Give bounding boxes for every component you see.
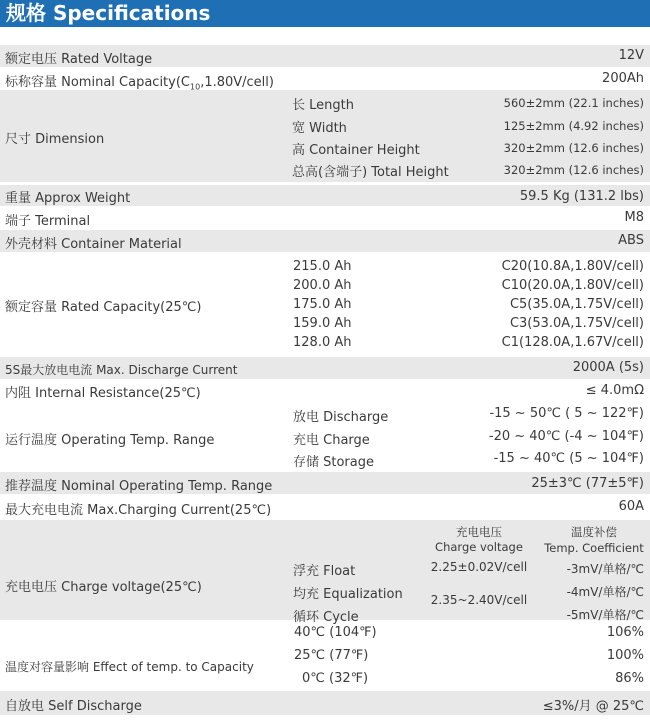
rc-cond-5: C1(128.0A,1.67V/cell) <box>501 335 644 350</box>
terminal-label: 端子 Terminal <box>5 214 91 229</box>
rated-voltage-value: 12V <box>618 48 644 63</box>
equalization-label: 均充 Equalization <box>293 587 403 602</box>
width-label: 宽 Width <box>292 121 347 136</box>
rc-cond-2: C10(20.0A,1.80V/cell) <box>501 278 644 293</box>
length-value: 560±2mm (22.1 inches) <box>503 96 644 110</box>
charge-label: 充电 Charge <box>293 433 370 448</box>
temp-effect-temp-3: 0℃ (32℉) <box>302 671 369 686</box>
temp-effect-value-2: 100% <box>606 648 644 663</box>
container-material-value: ABS <box>618 233 644 248</box>
container-material-label: 外壳材料 Container Material <box>5 237 182 252</box>
eq-cycle-voltage: 2.35~2.40V/cell <box>430 593 528 607</box>
storage-value: -15 ~ 40℃ (5 ~ 104℉) <box>493 451 644 466</box>
nominal-operating-temp-label: 推荐温度 Nominal Operating Temp. Range <box>5 479 273 494</box>
max-charging-value: 60A <box>618 499 644 514</box>
float-label: 浮充 Float <box>293 564 356 579</box>
head-voltage-en: Charge voltage <box>435 540 523 554</box>
length-label: 长 Length <box>292 98 354 113</box>
internal-resistance-value: ≤ 4.0mΩ <box>585 383 644 398</box>
rc-cond-1: C20(10.8A,1.80V/cell) <box>501 259 644 274</box>
rc-value-5: 128.0 Ah <box>293 335 352 350</box>
rc-value-4: 159.0 Ah <box>293 316 352 331</box>
float-coef: -3mV/单格/℃ <box>566 562 644 576</box>
rc-value-3: 175.0 Ah <box>293 297 352 312</box>
rc-value-2: 200.0 Ah <box>293 278 352 293</box>
self-discharge-value: ≤3%/月 @ 25℃ <box>542 699 644 714</box>
storage-label: 存储 Storage <box>293 455 374 470</box>
rated-voltage-label: 额定电压 Rated Voltage <box>5 52 153 67</box>
temp-effect-temp-2: 25℃ (77℉) <box>294 648 369 663</box>
max-discharge-value: 2000A (5s) <box>572 360 644 375</box>
self-discharge-label: 自放电 Self Discharge <box>5 699 142 714</box>
operating-temp-label: 运行温度 Operating Temp. Range <box>5 433 215 448</box>
container-height-label: 高 Container Height <box>292 143 420 158</box>
dimension-label: 尺寸 Dimension <box>5 132 105 147</box>
temp-effect-label: 温度对容量影响 Effect of temp. to Capacity <box>5 660 254 674</box>
internal-resistance-label: 内阻 Internal Resistance(25℃) <box>5 386 201 401</box>
nominal-capacity-label: 标称容量 Nominal $Capacity(C_{10},1.80V/cell)$ <box>5 75 274 92</box>
terminal-value: M8 <box>624 210 644 225</box>
rc-value-1: 215.0 Ah <box>293 259 352 274</box>
nominal-operating-temp-value: 25±3℃ (77±5℉) <box>531 476 644 491</box>
head-coef-cn: 温度补偿 <box>571 525 617 539</box>
head-voltage-cn: 充电电压 <box>456 525 502 539</box>
temp-effect-value-1: 106% <box>606 625 644 640</box>
charge-voltage-label: 充电电压 Charge voltage(25℃) <box>5 580 202 595</box>
discharge-value: -15 ~ 50℃ ( 5 ~ 122℉) <box>489 406 644 421</box>
temp-effect-temp-1: 40℃ (104℉) <box>294 625 377 640</box>
total-height-value: 320±2mm (12.6 inches) <box>503 163 644 177</box>
equalization-coef: -4mV/单格/℃ <box>566 585 644 599</box>
rc-cond-3: C5(35.0A,1.75V/cell) <box>509 297 644 312</box>
page-title: 规格 Specifications <box>0 0 650 27</box>
rc-cond-4: C3(53.0A,1.75V/cell) <box>509 316 644 331</box>
rated-capacity-label: 额定容量 Rated Capacity(25℃) <box>5 300 202 315</box>
head-coef-en: Temp. Coefficient <box>544 541 644 555</box>
cycle-label: 循环 Cycle <box>293 610 359 625</box>
max-discharge-label: 5S最大放电电流 Max. Discharge Current <box>5 363 238 377</box>
charge-value: -20 ~ 40℃ (-4 ~ 104℉) <box>488 429 644 444</box>
cycle-coef: -5mV/单格/℃ <box>566 608 644 622</box>
temp-effect-value-3: 86% <box>615 671 644 686</box>
weight-label: 重量 Approx Weight <box>5 191 131 206</box>
total-height-label: 总高(含端子) Total Height <box>292 165 449 180</box>
float-voltage: 2.25±0.02V/cell <box>430 560 528 574</box>
discharge-label: 放电 Discharge <box>293 410 389 425</box>
max-charging-label: 最大充电电流 Max.Charging Current(25℃) <box>5 503 272 518</box>
width-value: 125±2mm (4.92 inches) <box>503 119 644 133</box>
nominal-capacity-value: 200Ah <box>602 71 644 86</box>
container-height-value: 320±2mm (12.6 inches) <box>503 141 644 155</box>
weight-value: 59.5 Kg (131.2 lbs) <box>519 189 644 204</box>
